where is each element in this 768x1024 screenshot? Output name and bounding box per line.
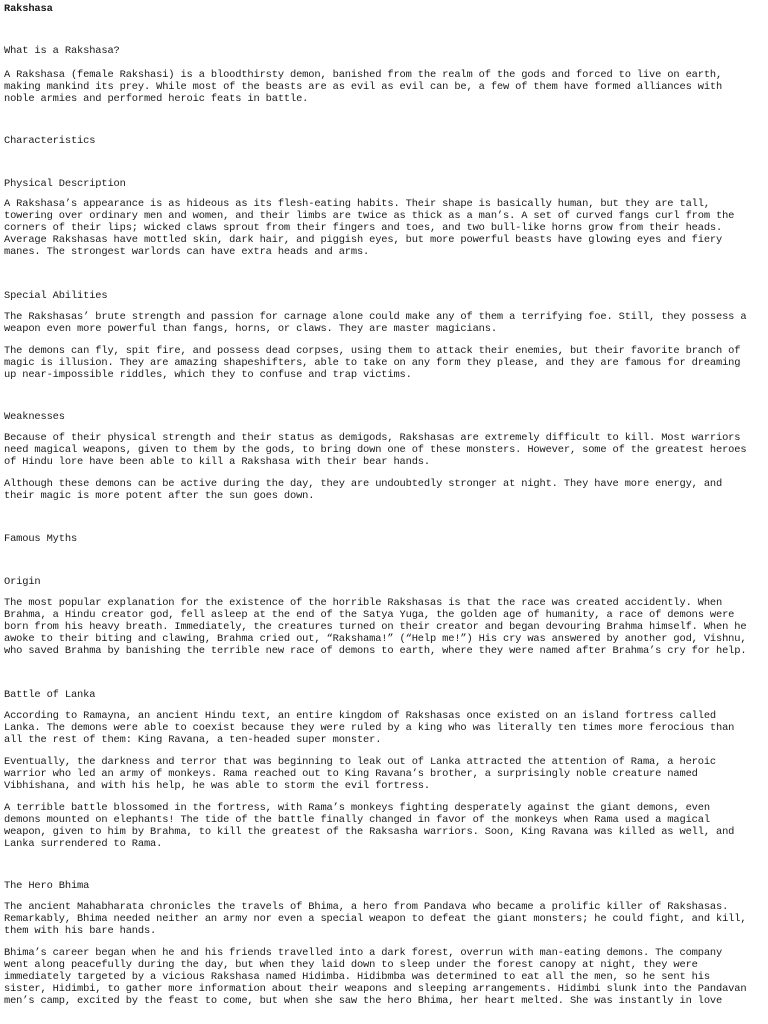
- paragraph-line: A Rakshasa (female Rakshasi) is a bloodthirsty demon, banished from the realm of the gods and forced to live on earth,: [4, 69, 723, 81]
- section-heading: Weaknesses: [4, 411, 65, 423]
- section-heading: The Hero Bhima: [4, 880, 90, 892]
- paragraph-line: towering over ordinary men and women, and their limbs are twice as thick as a man’s. A set of curved fangs curl from the: [4, 210, 735, 222]
- paragraph-line: Average Rakshasas have mottled skin, dark hair, and piggish eyes, but more powerful beasts have glowing eyes and fiery: [4, 234, 723, 246]
- paragraph-line: men’s camp, excited by the feast to come, but when she saw the hero Bhima, her heart melted. She was instantly in love: [4, 995, 723, 1007]
- paragraph-line: awoke to their biting and clawing, Brahma cried out, “Rakshama!” (“Help me!”) His cry was answered by another god, Vishnu,: [4, 633, 747, 645]
- section-heading: Famous Myths: [4, 533, 78, 545]
- paragraph-line: noble armies and performed heroic feats in battle.: [4, 93, 309, 105]
- paragraph-line: immediately targeted by a vicious Rakshasa named Hidimba. Hidibmba was determined to eat all the men, so he sent his: [4, 971, 710, 983]
- paragraph-line: Bhima’s career began when he and his friends travelled into a dark forest, overrun with man-eating demons. The company: [4, 947, 723, 959]
- paragraph-line: who saved Brahma by banishing the terrible new race of demons to earth, where they were named after Brahma’s cry for help.: [4, 645, 747, 657]
- paragraph-line: Remarkably, Bhima needed neither an army nor even a special weapon to defeat the giant monsters; he could fight, and kill,: [4, 913, 747, 925]
- paragraph-line: need magical weapons, given to them by the gods, to bring down one of these monsters. However, some of the greatest heroes: [4, 444, 747, 456]
- paragraph-line: sister, Hidimbi, to gather more information about their weapons and sleeping arrangements. Hidimbi slunk into the Pandavan: [4, 983, 747, 995]
- section-heading: Battle of Lanka: [4, 689, 96, 701]
- paragraph-line: manes. The strongest warlords can have extra heads and arms.: [4, 246, 370, 258]
- document-title: Rakshasa: [4, 3, 53, 15]
- paragraph-line: The ancient Mahabharata chronicles the travels of Bhima, a hero from Pandava who became a prolific killer of Rakshasas.: [4, 901, 729, 913]
- paragraph-line: Brahma, a Hindu creator god, fell asleep at the end of the Satya Yuga, the golden age of humanity, a race of demons were: [4, 609, 735, 621]
- paragraph-line: went along peacefully during the day, but when they laid down to sleep under the forest canopy at night, they were: [4, 959, 698, 971]
- paragraph-line: Because of their physical strength and their status as demigods, Rakshasas are extremely difficult to kill. Most warriors: [4, 432, 741, 444]
- paragraph-line: all the rest of them: King Ravana, a ten-headed super monster.: [4, 734, 382, 746]
- paragraph-line: up near-impossible riddles, which they to confuse and trap victims.: [4, 369, 412, 381]
- paragraph-line: making mankind its prey. While most of the beasts are as evil as evil can be, a few of them have formed alliances with: [4, 81, 723, 93]
- section-heading: What is a Rakshasa?: [4, 45, 120, 57]
- paragraph-line: of Hindu lore have been able to kill a Rakshasa with their bear hands.: [4, 456, 430, 468]
- paragraph-line: their magic is more potent after the sun goes down.: [4, 490, 315, 502]
- paragraph-line: Vibhishana, and with his help, he was able to storm the evil fortress.: [4, 780, 430, 792]
- paragraph-line: A terrible battle blossomed in the fortress, with Rama’s monkeys fighting desperately against the giant demons, even: [4, 802, 710, 814]
- paragraph-line: Lanka surrendered to Rama.: [4, 838, 163, 850]
- paragraph-line: warrior who led an army of monkeys. Rama reached out to King Ravana’s brother, a surprisingly noble creature named: [4, 768, 698, 780]
- paragraph-line: weapon, given to him by Brahma, to kill the greatest of the Raksasha warriors. Soon, King Ravana was killed as well, and: [4, 826, 735, 838]
- paragraph-line: demons mounted on elephants! The tide of the battle finally changed in favor of the monkeys when Rama used a magical: [4, 814, 710, 826]
- paragraph-line: Although these demons can be active during the day, they are undoubtedly stronger at night. They have more energy, and: [4, 478, 723, 490]
- section-heading: Special Abilities: [4, 290, 108, 302]
- paragraph-line: Lanka. The demons were able to coexist because they were ruled by a king who was literally ten times more ferocious than: [4, 722, 735, 734]
- paragraph-line: them with his bare hands.: [4, 925, 157, 937]
- paragraph-line: born from his heavy breath. Immediately, the creatures turned on their creator and began devouring Brahma himself. When he: [4, 621, 747, 633]
- paragraph-line: magic is illusion. They are amazing shapeshifters, able to take on any form they please, and they are famous for dreaming: [4, 357, 741, 369]
- section-heading: Characteristics: [4, 135, 96, 147]
- paragraph-line: A Rakshasa’s appearance is as hideous as its flesh-eating habits. Their shape is basically human, but they are tall,: [4, 198, 710, 210]
- paragraph-line: The Rakshasas’ brute strength and passion for carnage alone could make any of them a terrifying foe. Still, they possess a: [4, 311, 747, 323]
- paragraph-line: Eventually, the darkness and terror that was beginning to leak out of Lanka attracted the attention of Rama, a heroic: [4, 756, 716, 768]
- paragraph-line: According to Ramayna, an ancient Hindu text, an entire kingdom of Rakshasas once existed on an island fortress called: [4, 710, 716, 722]
- section-heading: Physical Description: [4, 178, 126, 190]
- paragraph-line: corners of their lips; wicked claws sprout from their fingers and toes, and two bull-like horns grow from their heads.: [4, 222, 723, 234]
- paragraph-line: weapon even more powerful than fangs, horns, or claws. They are master magicians.: [4, 323, 497, 335]
- paragraph-line: The demons can fly, spit fire, and possess dead corpses, using them to attack their enemies, but their favorite branch of: [4, 345, 741, 357]
- paragraph-line: The most popular explanation for the existence of the horrible Rakshasas is that the race was created accidently. When: [4, 597, 723, 609]
- section-heading: Origin: [4, 576, 41, 588]
